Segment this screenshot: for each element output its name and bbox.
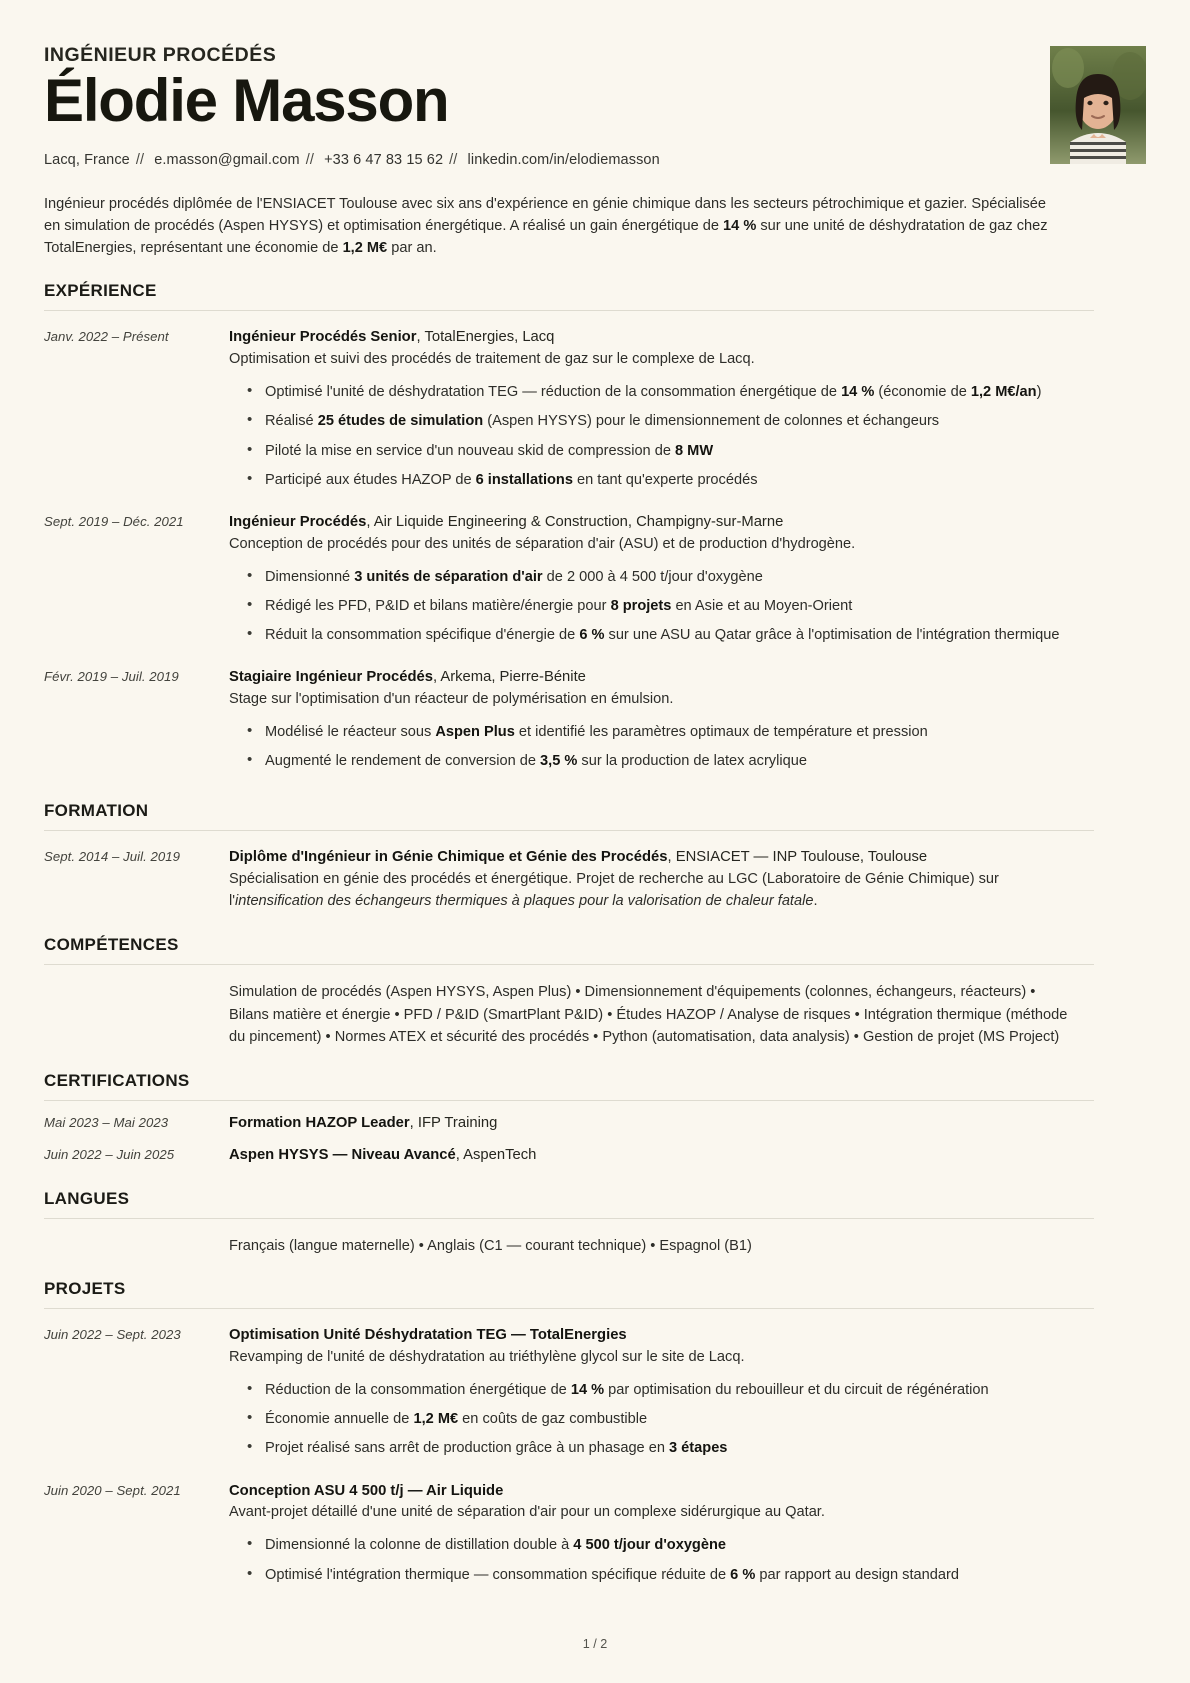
bullet-text-a: Dimensionné la colonne de distillation double à [265, 1537, 574, 1554]
entry-heading [229, 1145, 1069, 1167]
bullet-text-a: Réalisé [265, 413, 318, 430]
bullet-text-b: Aspen Plus [435, 724, 515, 741]
school-name: , ENSIACET — INP Toulouse, Toulouse [667, 849, 928, 866]
bullet-text-b: 3 unités de séparation d'air [354, 568, 543, 585]
entry-company: , Air Liquide Engineering & Construction, Champigny-sur-Marne [366, 513, 784, 530]
bullet-text-a: Participé aux études HAZOP de [265, 471, 476, 488]
contact-line [44, 152, 1050, 168]
contact-separator-2: // [305, 151, 314, 168]
entry-body [229, 1481, 1069, 1593]
bullet-text-c: sur une ASU au Qatar grâce à l'optimisation de l'intégration thermique [604, 627, 1060, 644]
entry-heading [229, 847, 1069, 869]
bullet-text-c: par rapport au design standard [755, 1566, 959, 1583]
avatar [1050, 46, 1146, 164]
list-item [263, 750, 1069, 772]
section-title-competences: COMPÉTENCES [44, 935, 1094, 965]
list-item [263, 624, 1069, 646]
page-number: 1 / 2 [582, 1637, 608, 1651]
formation-desc-part-2: . [813, 893, 818, 910]
bullet-text-a: Projet réalisé sans arrêt de production grâce à un phasage en [265, 1440, 670, 1457]
section-title-langues: LANGUES [44, 1189, 1094, 1219]
bullet-text-c: de 2 000 à 4 500 t/jour d'oxygène [542, 568, 763, 585]
section-projets [44, 1279, 1094, 1592]
bullet-text-e: ) [1036, 384, 1042, 401]
bullet-text-c: (Aspen HYSYS) pour le dimensionnement de colonnes et échangeurs [483, 413, 940, 430]
summary-part-1: Ingénieur procédés diplômée de l'ENSIACET Toulouse avec six ans d'expérience en génie chimique dans les secteurs pétrochimique et gazier. Spécialisée en simulation de procédés (Aspen HYSYS) et optimisation énergétique. A réalisé un gain énergétique de [44, 195, 1047, 234]
list-item [263, 721, 1069, 743]
entry-body [229, 1145, 1069, 1167]
bullet-text-c: sur la production de latex acrylique [577, 753, 807, 770]
entry-bullet-list [229, 381, 1069, 491]
entry-heading [229, 327, 1069, 349]
entry-role: Ingénieur Procédés Senior [229, 329, 417, 346]
certification-issuer: , AspenTech [455, 1146, 537, 1163]
bullet-text-b: 6 installations [475, 471, 573, 488]
entry-description [229, 869, 1069, 913]
entry-date: Mai 2023 – Mai 2023 [44, 1114, 169, 1130]
entry-company: , Arkema, Pierre-Bénite [432, 669, 586, 686]
bullet-text-a: Rédigé les PFD, P&ID et bilans matière/énergie pour [265, 597, 611, 614]
bullet-text-b: 25 études de simulation [317, 413, 484, 430]
bullet-text-b: 6 % [730, 1566, 756, 1583]
entry-bullet-list [229, 1379, 1069, 1460]
entry-body [229, 512, 1069, 653]
section-langues [44, 1189, 1094, 1258]
experience-entry [44, 653, 1094, 779]
competences-block [44, 967, 1094, 1049]
list-item [263, 1379, 1069, 1401]
contact-separator-3: // [449, 151, 458, 168]
formation-desc-italic: intensification des échangeurs thermiques à plaques pour la valorisation de chaleur fatale [235, 893, 814, 910]
certification-entry [44, 1135, 1094, 1167]
certification-name: Formation HAZOP Leader [229, 1114, 410, 1131]
bullet-text-b: 3 étapes [669, 1440, 728, 1457]
bullet-text-c: en Asie et au Moyen-Orient [671, 597, 853, 614]
list-item [263, 440, 1069, 462]
section-title-experience: EXPÉRIENCE [44, 281, 1094, 311]
bullet-text-a: Augmenté le rendement de conversion de [265, 753, 541, 770]
list-item [263, 381, 1069, 403]
certification-name: Aspen HYSYS — Niveau Avancé [229, 1146, 456, 1163]
bullet-text-a: Optimisé l'unité de déshydratation TEG — réduction de la consommation énergétique de [265, 384, 842, 401]
project-entry [44, 1311, 1094, 1466]
entry-bullet-list [229, 566, 1069, 647]
certification-issuer: , IFP Training [409, 1114, 498, 1131]
bullet-text-a: Optimisé l'intégration thermique — consommation spécifique réduite de [265, 1566, 731, 1583]
list-item [263, 1534, 1069, 1556]
entry-description: Conception de procédés pour des unités de séparation d'air (ASU) et de production d'hydrogène. [229, 535, 856, 552]
entry-date: Sept. 2014 – Juil. 2019 [44, 849, 181, 865]
section-title-certifications: CERTIFICATIONS [44, 1071, 1094, 1101]
portrait-photo-icon [1050, 46, 1146, 164]
bullet-text-a: Économie annuelle de [265, 1411, 414, 1428]
degree-name: Diplôme d'Ingénieur in Génie Chimique et Génie des Procédés [229, 849, 668, 866]
experience-entry [44, 498, 1094, 653]
summary-highlight-2: 1,2 M€ [342, 239, 388, 256]
contact-separator-1: // [135, 151, 145, 168]
certification-entry [44, 1103, 1094, 1135]
entry-role: Stagiaire Ingénieur Procédés [229, 669, 433, 686]
summary-highlight-1: 14 % [723, 217, 757, 234]
entry-company: , TotalEnergies, Lacq [416, 329, 555, 346]
bullet-text-b: 8 projets [610, 597, 672, 614]
list-item [263, 469, 1069, 491]
resume-header [44, 44, 1094, 168]
professional-summary [44, 194, 1064, 260]
bullet-text-a: Modélisé le réacteur sous [265, 724, 436, 741]
list-item [263, 1564, 1069, 1586]
entry-date: Févr. 2019 – Juil. 2019 [44, 669, 179, 685]
langues-block [44, 1221, 1094, 1258]
bullet-text-b: 6 % [579, 627, 605, 644]
contact-location: Lacq, France [44, 151, 130, 168]
langues-text: Français (langue maternelle) • Anglais (C1 — courant technique) • Espagnol (B1) [229, 1237, 752, 1254]
entry-body [229, 327, 1069, 497]
bullet-text-b: 14 % [570, 1382, 605, 1399]
entry-heading [229, 667, 1069, 689]
summary-part-3: par an. [387, 239, 437, 256]
entry-date: Juin 2020 – Sept. 2021 [44, 1482, 181, 1498]
bullet-text-c: en coûts de gaz combustible [458, 1411, 648, 1428]
bullet-text-a: Dimensionné [265, 568, 355, 585]
list-item [263, 1408, 1069, 1430]
bullet-text-a: Piloté la mise en service d'un nouveau skid de compression de [265, 442, 676, 459]
job-title-line: INGÉNIEUR PROCÉDÉS [44, 44, 277, 66]
bullet-text-d: 1,2 M€/an [970, 384, 1037, 401]
entry-description: Stage sur l'optimisation d'un réacteur de polymérisation en émulsion. [229, 691, 674, 708]
bullet-text-b: 14 % [841, 384, 875, 401]
entry-body [229, 847, 1069, 913]
entry-description: Revamping de l'unité de déshydratation au triéthylène glycol sur le site de Lacq. [229, 1349, 745, 1366]
section-title-projets: PROJETS [44, 1279, 1094, 1309]
section-formation [44, 801, 1094, 913]
list-item [263, 410, 1069, 432]
formation-entry [44, 833, 1094, 913]
contact-phone[interactable]: +33 6 47 83 15 62 [324, 151, 444, 168]
page-footer [0, 1637, 1190, 1651]
bullet-text-a: Réduit la consommation spécifique d'énergie de [265, 627, 580, 644]
entry-date: Sept. 2019 – Déc. 2021 [44, 513, 184, 529]
entry-bullet-list [229, 1534, 1069, 1585]
entry-body [229, 1113, 1069, 1135]
entry-description: Optimisation et suivi des procédés de traitement de gaz sur le complexe de Lacq. [229, 351, 755, 368]
entry-heading [229, 1113, 1069, 1135]
section-certifications [44, 1071, 1094, 1167]
bullet-text-a: Réduction de la consommation énergétique de [265, 1382, 571, 1399]
contact-linkedin[interactable]: linkedin.com/in/elodiemasson [467, 151, 660, 168]
formation-desc-part-1: Spécialisation en génie des procédés et énergétique. Projet de recherche au LGC (Laboratoire de Génie Chimique) sur l' [229, 871, 999, 910]
bullet-text-c: et identifié les paramètres optimaux de température et pression [514, 724, 928, 741]
entry-bullet-list [229, 721, 1069, 772]
entry-date: Juin 2022 – Juin 2025 [44, 1146, 175, 1162]
date-column-spacer [44, 1235, 229, 1258]
entry-body [229, 667, 1069, 779]
entry-role: Ingénieur Procédés [229, 513, 367, 530]
bullet-text-c: en tant qu'experte procédés [572, 471, 758, 488]
list-item [263, 566, 1069, 588]
competences-text: Simulation de procédés (Aspen HYSYS, Aspen Plus) • Dimensionnement d'équipements (colonnes, échangeurs, réacteurs) • Bilans matière et énergie • PFD / P&ID (SmartPlant P&ID) • Études HAZOP / Analyse de risques • Intégration thermique (méthode du pincement) • Normes ATEX et sécurité des procédés • Python (automatisation, data analysis) • Gestion de projet (MS Project) [229, 984, 1068, 1046]
header-left [44, 44, 1050, 168]
entry-description: Avant-projet détaillé d'une unité de séparation d'air pour un complexe sidérurgique au Qatar. [229, 1504, 825, 1521]
section-title-formation: FORMATION [44, 801, 1094, 831]
bullet-text-b: 3,5 % [540, 753, 578, 770]
entry-body [229, 1325, 1069, 1466]
entry-date: Juin 2022 – Sept. 2023 [44, 1327, 181, 1343]
entry-heading [229, 512, 1069, 534]
entry-heading [229, 1325, 1069, 1347]
bullet-text-c: (économie de [874, 384, 971, 401]
project-name: Optimisation Unité Déshydratation TEG — TotalEnergies [229, 1327, 627, 1344]
experience-entry [44, 313, 1094, 497]
entry-heading [229, 1481, 1069, 1503]
project-name: Conception ASU 4 500 t/j — Air Liquide [229, 1482, 504, 1499]
list-item [263, 1437, 1069, 1459]
bullet-text-b: 8 MW [675, 442, 714, 459]
entry-date: Janv. 2022 – Présent [44, 329, 169, 345]
bullet-text-b: 4 500 t/jour d'oxygène [573, 1537, 726, 1554]
project-entry [44, 1467, 1094, 1593]
contact-email[interactable]: e.masson@gmail.com [154, 151, 300, 168]
section-competences [44, 935, 1094, 1049]
summary-part-2: sur une unité de déshydratation de gaz chez TotalEnergies, représentant une économie de [44, 217, 1048, 256]
bullet-text-c: par optimisation du rebouilleur et du circuit de régénération [604, 1382, 989, 1399]
bullet-text-b: 1,2 M€ [413, 1411, 459, 1428]
list-item [263, 595, 1069, 617]
date-column-spacer [44, 981, 229, 1049]
section-experience [44, 281, 1094, 779]
page-title: Élodie Masson [44, 67, 449, 134]
